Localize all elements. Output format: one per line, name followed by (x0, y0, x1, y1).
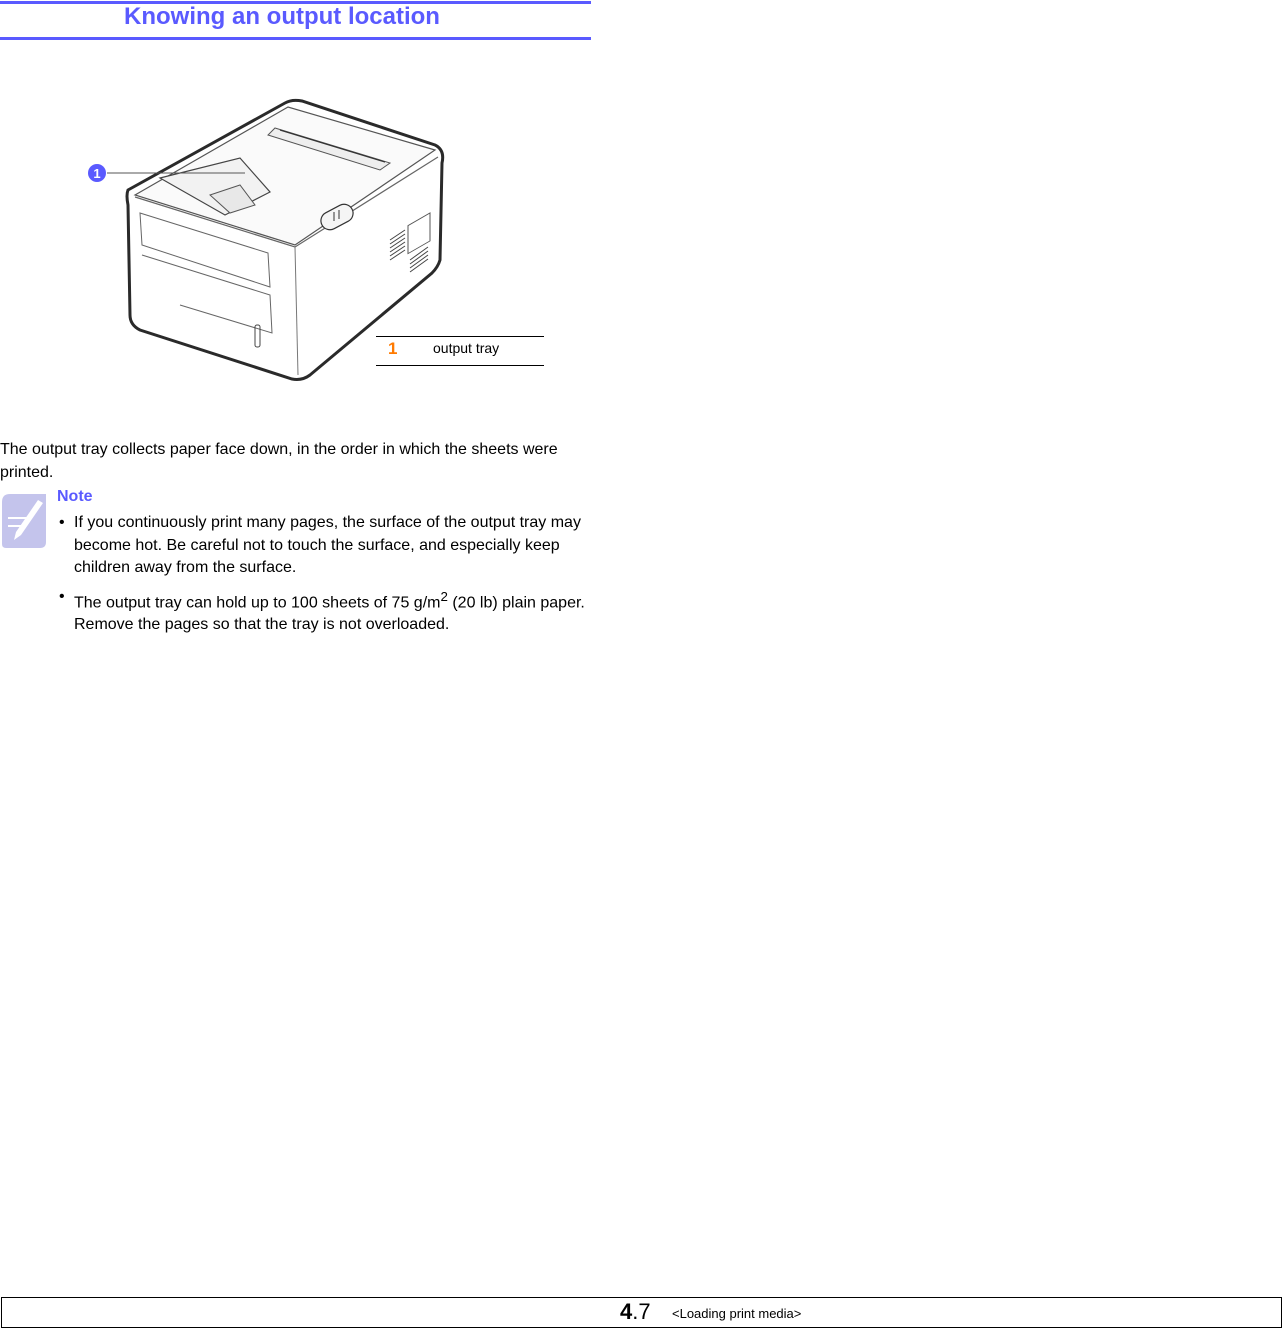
callout-number: 1 (388, 339, 398, 358)
chapter-title: <Loading print media> (672, 1306, 802, 1321)
page-number (620, 1299, 651, 1325)
note-item-text-cont: (20 lb) plain paper. Remove the pages so that the tray is not overloaded. (74, 593, 585, 634)
bullet: • (59, 514, 65, 531)
note-item-text: If you continuously print many pages, the surface of the output tray may become hot. Be careful not to touch the surface, and especially keep children away from the surface. (74, 514, 581, 576)
callout-label: output tray (433, 340, 500, 356)
callout-marker: 1 (93, 166, 101, 181)
bullet: • (59, 587, 65, 605)
list-item (57, 512, 592, 580)
callout-table (376, 336, 544, 366)
note-icon (0, 490, 50, 550)
body-paragraph: The output tray collects paper face down, in the order in which the sheets were printed. (0, 441, 558, 481)
page-footer (1, 1297, 1282, 1328)
chapter-number: 4 (620, 1299, 633, 1324)
note-title: Note (57, 488, 93, 505)
superscript: 2 (440, 588, 448, 604)
page-suffix: .7 (632, 1299, 651, 1324)
note-list (57, 512, 592, 643)
note-item-text: The output tray can hold up to 100 sheets of 75 g/m (74, 593, 441, 611)
heading-rule-bottom (0, 37, 591, 40)
page-title: Knowing an output location (124, 3, 440, 30)
list-item (57, 586, 592, 637)
